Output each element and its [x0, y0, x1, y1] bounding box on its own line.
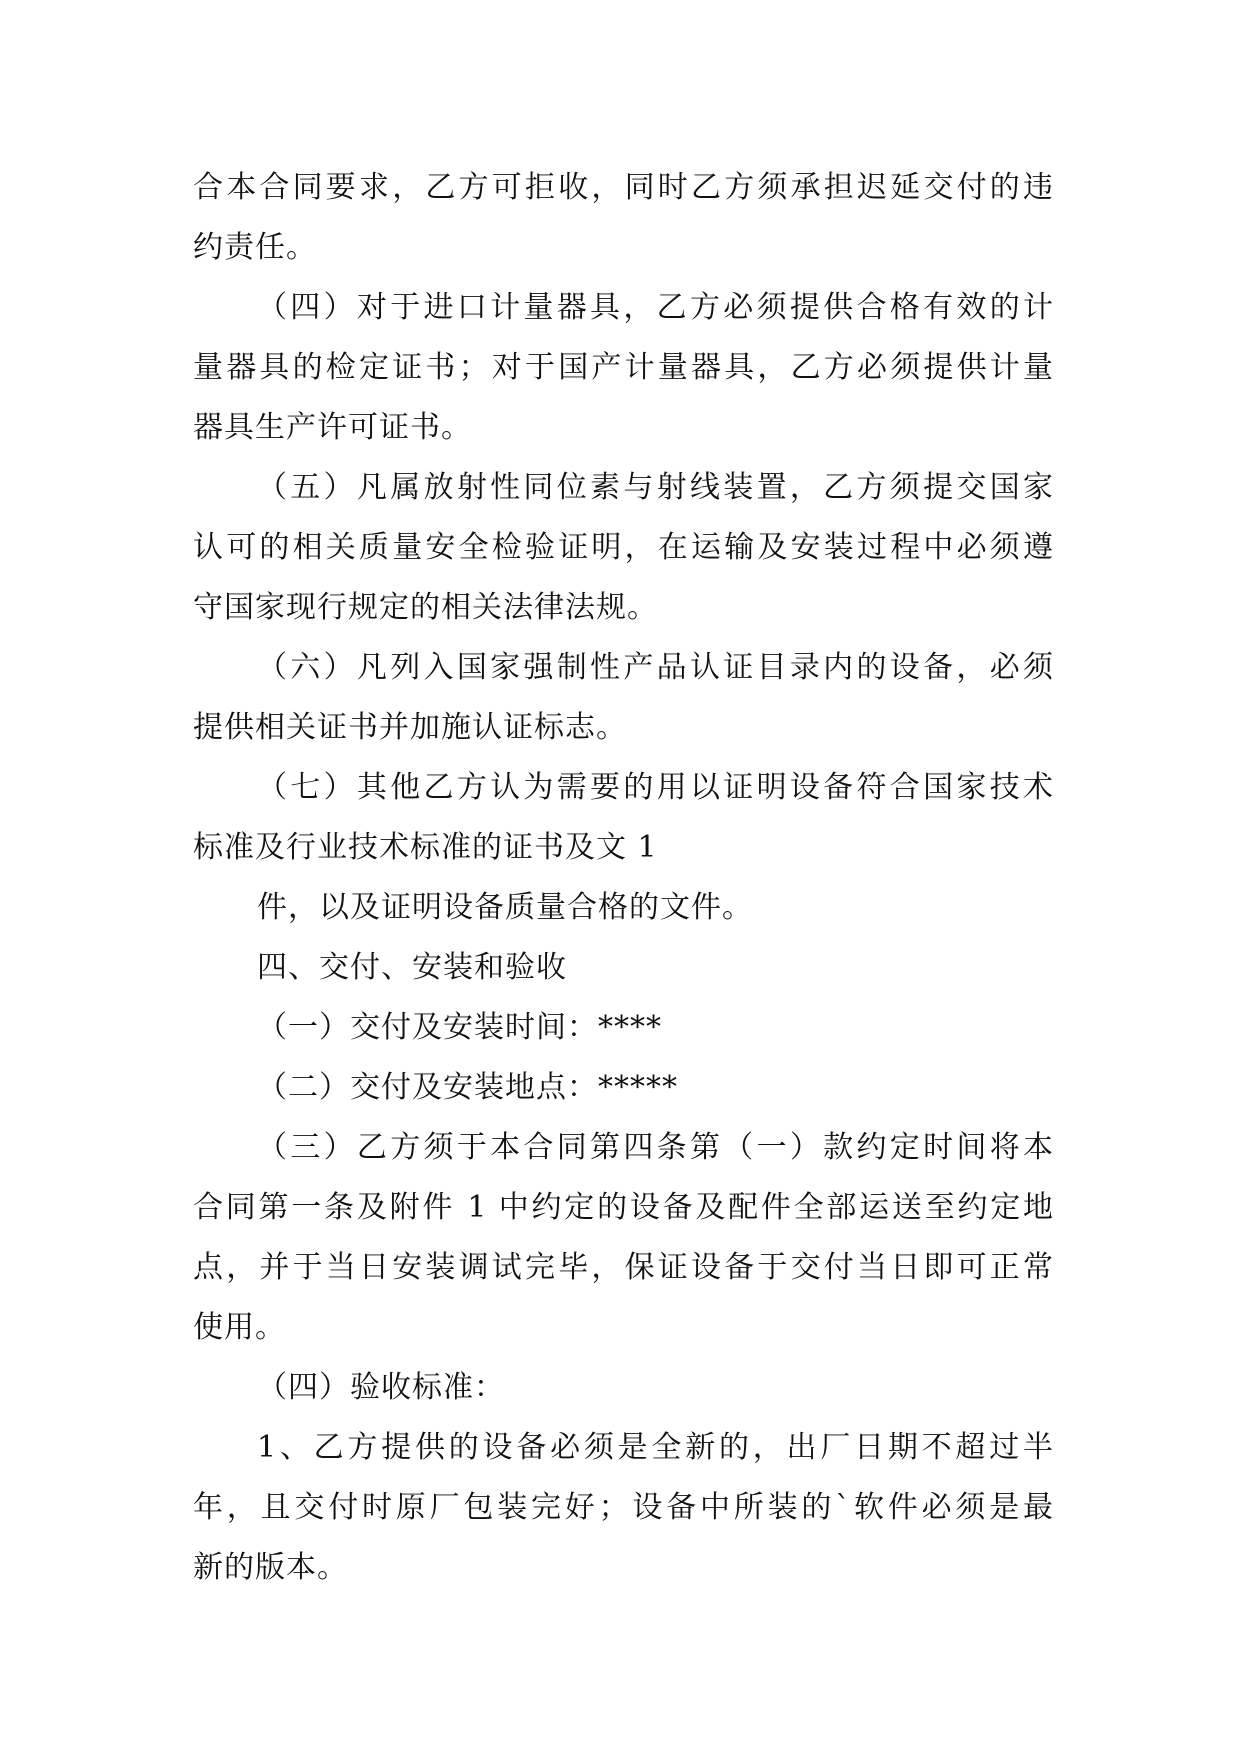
- text-line: 约责任。: [193, 230, 317, 265]
- text-line: （三）乙方须于本合同第四条第（一）款约定时间将本: [257, 1130, 1053, 1165]
- text-line: 件，以及证明设备质量合格的文件。: [257, 890, 753, 925]
- text-line: 年，且交付时原厂包装完好；设备中所装的`软件必须是最: [193, 1490, 1053, 1525]
- text-line: （二）交付及安装地点：*****: [257, 1070, 678, 1105]
- text-line: 提供相关证书并加施认证标志。: [193, 710, 627, 745]
- text-line: （六）凡列入国家强制性产品认证目录内的设备，必须: [257, 650, 1053, 685]
- text-line: 量器具的检定证书；对于国产计量器具，乙方必须提供计量: [193, 350, 1053, 385]
- text-line: （四）验收标准：: [257, 1370, 505, 1405]
- text-line: 合同第一条及附件 1 中约定的设备及配件全部运送至约定地: [193, 1190, 1053, 1225]
- text-line: （一）交付及安装时间：****: [257, 1010, 662, 1045]
- text-line: 器具生产许可证书。: [193, 410, 472, 445]
- text-line: （四）对于进口计量器具，乙方必须提供合格有效的计: [257, 290, 1053, 325]
- section-heading: 四、交付、安装和验收: [257, 950, 567, 985]
- text-line: （七）其他乙方认为需要的用以证明设备符合国家技术: [257, 770, 1053, 805]
- document-body: [193, 158, 1053, 1598]
- text-line: 新的版本。: [193, 1550, 348, 1585]
- text-line: 点，并于当日安装调试完毕，保证设备于交付当日即可正常: [193, 1250, 1053, 1285]
- text-line: （五）凡属放射性同位素与射线装置，乙方须提交国家: [257, 470, 1053, 505]
- text-line: 认可的相关质量安全检验证明，在运输及安装过程中必须遵: [193, 530, 1053, 565]
- text-line: 合本合同要求，乙方可拒收，同时乙方须承担迟延交付的违: [193, 170, 1053, 205]
- text-line: 1、乙方提供的设备必须是全新的，出厂日期不超过半: [257, 1430, 1053, 1465]
- text-line: 使用。: [193, 1310, 286, 1345]
- text-line: 标准及行业技术标准的证书及文 1: [193, 830, 658, 865]
- text-line: 守国家现行规定的相关法律法规。: [193, 590, 658, 625]
